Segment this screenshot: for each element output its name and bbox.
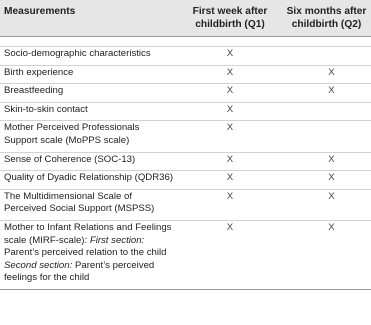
table-row	[0, 220, 371, 289]
header-q1: First week after childbirth (Q1)	[192, 6, 268, 30]
mirf-intro: Mother to Infant Relations and Feelings scale (MIRF-scale):	[4, 221, 172, 246]
table-row	[0, 189, 371, 220]
q2-mark: X	[328, 66, 335, 78]
spacer-cell	[282, 37, 371, 47]
q1-mark: X	[226, 190, 234, 202]
table-row	[0, 65, 371, 84]
table-row	[0, 47, 371, 66]
header-row	[0, 0, 371, 37]
measurement-label: Sense of Coherence (SOC-13)	[4, 153, 136, 165]
measurement-label: Socio-demographic characteristics	[4, 48, 151, 59]
q1-mark: X	[226, 153, 234, 165]
table-header	[0, 0, 371, 37]
q1-mark: X	[226, 172, 234, 184]
q2-mark	[282, 121, 371, 152]
measurement-label: Breastfeeding	[4, 85, 64, 97]
q1-mark: X	[226, 85, 234, 97]
header-measurements: Measurements	[4, 6, 76, 17]
header-q2: Six months after childbirth (Q2)	[286, 6, 367, 30]
table-body	[0, 37, 371, 290]
table-row	[0, 102, 371, 121]
mirf-first-section-text: Parent’s perceived relation to the child	[4, 247, 167, 259]
q2-mark: X	[328, 85, 335, 97]
measurement-label: Quality of Dyadic Relationship (QDR36)	[4, 172, 174, 184]
table-spacer-row	[0, 37, 371, 47]
q2-mark: X	[328, 190, 335, 202]
q2-mark	[282, 102, 371, 121]
measurement-label: Skin-to-skin contact	[4, 103, 88, 115]
table-row	[0, 171, 371, 190]
q1-mark: X	[226, 66, 234, 78]
table-row	[0, 84, 371, 103]
spacer-cell	[178, 37, 282, 47]
measurement-label: Mother Perceived Professionals Support scale (MoPPS scale)	[4, 122, 140, 146]
measurement-label-mirf	[0, 220, 178, 289]
measurement-label: The Multidimensional Scale of Perceived Social Support (MSPSS)	[4, 190, 155, 215]
spacer-cell	[0, 37, 178, 47]
q2-mark: X	[328, 172, 335, 184]
q1-mark: X	[226, 221, 234, 233]
q1-mark: X	[226, 48, 234, 59]
q2-mark	[282, 47, 371, 66]
table-row	[0, 121, 371, 152]
q2-mark: X	[328, 153, 335, 165]
table-row	[0, 152, 371, 171]
q1-mark: X	[226, 103, 234, 115]
measurement-label: Birth experience	[4, 66, 74, 78]
mirf-second-section-text: Parent’s perceived feelings for the child	[4, 259, 155, 284]
mirf-first-section-label: First section:	[89, 234, 145, 246]
q2-mark: X	[328, 221, 335, 233]
q1-mark: X	[226, 122, 234, 134]
mirf-second-section-label: Second section:	[4, 259, 73, 271]
